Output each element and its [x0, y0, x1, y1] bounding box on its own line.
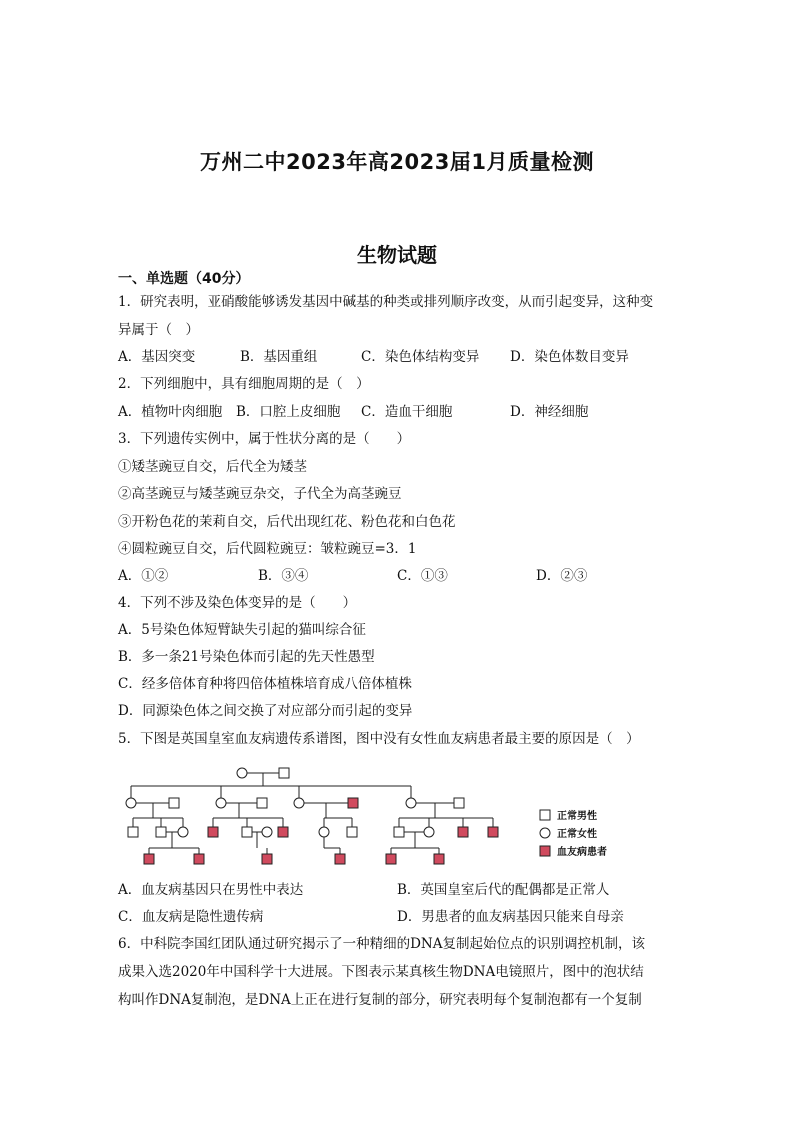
pedigree-female [424, 827, 434, 837]
q4-option-c: C．经多倍体育种将四倍体植株培育成八倍体植株 [118, 676, 412, 692]
exam-title: 万州二中2023年高2023届1月质量检测 [199, 150, 594, 174]
q5-stem: 5．下图是英国皇室血友病遗传系谱图，图中没有女性血友病患者最主要的原因是（ ） [118, 731, 640, 747]
q4-option-a: A．5号染色体短臂缺失引起的猫叫综合征 [118, 622, 366, 638]
q6-line2: 成果入选2020年中国科学十大进展。下图表示某真核生物DNA电镜照片，图中的泡状结 [118, 964, 644, 980]
q2-option-b: B．口腔上皮细胞 [236, 404, 341, 420]
pedigree-patient [386, 854, 396, 864]
section-heading: 一、单选题（40分） [118, 271, 250, 287]
q5-option-c: C．血友病是隐性遗传病 [118, 909, 264, 925]
legend-female-label: 正常女性 [557, 829, 597, 840]
legend-patient-icon [540, 846, 550, 856]
pedigree-patient [262, 854, 272, 864]
pedigree-chart [120, 762, 640, 870]
pedigree-female [126, 798, 136, 808]
pedigree-female [178, 827, 188, 837]
q1-option-c: C．染色体结构变异 [361, 349, 480, 365]
q1-option-d: D．染色体数目变异 [510, 349, 629, 365]
legend-female-icon [540, 828, 550, 838]
q3-stem: 3．下列遗传实例中，属于性状分离的是（ ） [118, 431, 411, 447]
q3-option-a: A．①② [118, 568, 169, 584]
q3-option-b: B．③④ [258, 568, 309, 584]
pedigree-male [242, 827, 252, 837]
pedigree-male [169, 798, 179, 808]
pedigree-patient [348, 798, 358, 808]
pedigree-male [128, 827, 138, 837]
q5-option-b: B．英国皇室后代的配偶都是正常人 [397, 882, 610, 898]
legend-male-label: 正常男性 [557, 811, 597, 822]
pedigree-male [279, 768, 289, 778]
q2-stem: 2．下列细胞中，具有细胞周期的是（ ） [118, 376, 370, 392]
q3-item-3: ③开粉色花的茉莉自交，后代出现红花、粉色花和白色花 [118, 514, 456, 530]
pedigree-male [156, 827, 166, 837]
q2-option-c: C．造血干细胞 [361, 404, 453, 420]
pedigree-female [237, 768, 247, 778]
q1-stem-line2: 异属于（ ） [118, 322, 199, 338]
pedigree-patient [278, 827, 288, 837]
q4-option-b: B．多一条21号染色体而引起的先天性愚型 [118, 649, 375, 665]
q3-option-c: C．①③ [397, 568, 448, 584]
pedigree-patient [335, 854, 345, 864]
q3-item-1: ①矮茎豌豆自交，后代全为矮茎 [118, 459, 307, 475]
q6-line3: 构叫作DNA复制泡，是DNA上正在进行复制的部分，研究表明每个复制泡都有一个复制 [118, 992, 642, 1008]
legend-male-icon [540, 810, 550, 820]
q3-option-d: D．②③ [536, 568, 588, 584]
pedigree-patient [208, 827, 218, 837]
q5-option-a: A．血友病基因只在男性中表达 [118, 882, 304, 898]
pedigree-female [294, 798, 304, 808]
q2-option-d: D．神经细胞 [510, 404, 589, 420]
legend-patient-label: 血友病患者 [557, 847, 607, 858]
q3-item-2: ②高茎豌豆与矮茎豌豆杂交，子代全为高茎豌豆 [118, 486, 402, 502]
pedigree-patient [488, 827, 498, 837]
q1-option-a: A．基因突变 [118, 349, 196, 365]
q4-option-d: D．同源染色体之间交换了对应部分而引起的变异 [118, 703, 413, 719]
pedigree-legend [540, 809, 607, 858]
pedigree-female [216, 798, 226, 808]
exam-subtitle: 生物试题 [357, 243, 437, 267]
pedigree-female [406, 798, 416, 808]
q1-option-b: B．基因重组 [240, 349, 318, 365]
pedigree-patient [194, 854, 204, 864]
q2-option-a: A．植物叶肉细胞 [118, 404, 223, 420]
pedigree-male [454, 798, 464, 808]
pedigree-patient [458, 827, 468, 837]
q3-item-4: ④圆粒豌豆自交，后代圆粒豌豆：皱粒豌豆=3．1 [118, 541, 417, 557]
pedigree-patient [434, 854, 444, 864]
pedigree-patient [144, 854, 154, 864]
q4-stem: 4．下列不涉及染色体变异的是（ ） [118, 595, 357, 611]
q5-option-d: D．男患者的血友病基因只能来自母亲 [397, 909, 624, 925]
pedigree-male [347, 827, 357, 837]
pedigree-female [262, 827, 272, 837]
pedigree-symbols [126, 768, 498, 864]
q1-stem-line1: 1．研究表明，亚硝酸能够诱发基因中碱基的种类或排列顺序改变，从而引起变异，这种变 [118, 294, 654, 310]
pedigree-male [257, 798, 267, 808]
pedigree-male [394, 827, 404, 837]
q6-line1: 6．中科院李国红团队通过研究揭示了一种精细的DNA复制起始位点的识别调控机制，该 [118, 936, 645, 952]
pedigree-lines [131, 773, 493, 854]
pedigree-female [319, 827, 329, 837]
